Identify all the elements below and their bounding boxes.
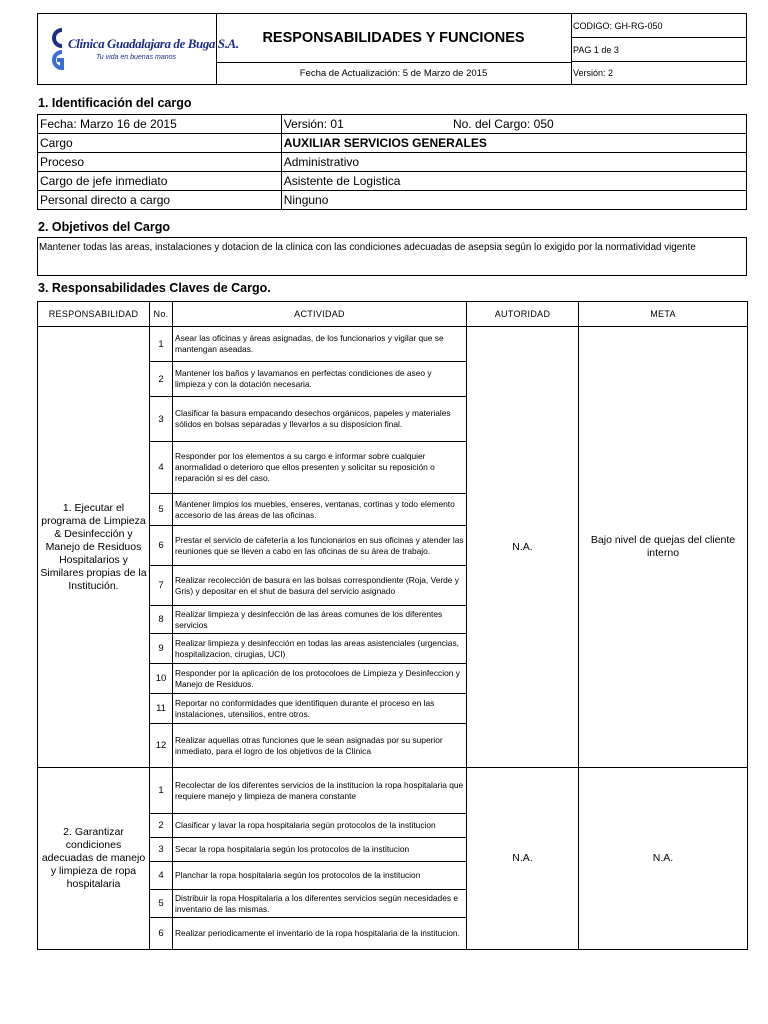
row-label: Personal directo a cargo bbox=[38, 191, 282, 210]
responsibility-cell: 2. Garantizar condiciones adecuadas de manejo y limpieza de ropa hospitalaria bbox=[38, 768, 150, 950]
activity-number: 4 bbox=[150, 862, 173, 890]
table-row bbox=[38, 172, 747, 191]
activity-text: Recolectar de los diferentes servicios de la institucion la ropa hospitalaria que requiere manejo y limpieza de manera constante bbox=[173, 768, 467, 814]
activity-text: Clasificar y lavar la ropa hospitalaria según protocolos de la institucion bbox=[173, 814, 467, 838]
section-1-heading: 1. Identificación del cargo bbox=[38, 96, 192, 110]
activity-text: Realizar aquellas otras funciones que le sean asignadas por su superior inmediato, para el logro de los objetivos de la Clínica bbox=[173, 724, 467, 768]
goal-cell: N.A. bbox=[579, 768, 748, 950]
column-header: AUTORIDAD bbox=[467, 302, 579, 327]
activity-number: 2 bbox=[150, 362, 173, 397]
activity-text: Mantener limpios los muebles, enseres, ventanas, cortinas y todo elemento accesorio de las áreas de las oficinas. bbox=[173, 494, 467, 526]
responsibility-cell: 1. Ejecutar el programa de Limpieza & Desinfección y Manejo de Residuos Hospitalarios y Similares propias de la Institución. bbox=[38, 327, 150, 768]
document-header bbox=[37, 13, 747, 85]
activity-number: 1 bbox=[150, 768, 173, 814]
table-row bbox=[38, 768, 748, 814]
row-value: Administrativo bbox=[281, 153, 746, 172]
activity-number: 12 bbox=[150, 724, 173, 768]
clinic-tagline: Tu vida en buenas manos bbox=[96, 54, 177, 61]
activity-number: 3 bbox=[150, 838, 173, 862]
activity-text: Planchar la ropa hospitalaria según los protocolos de la institucion bbox=[173, 862, 467, 890]
row-label: Cargo bbox=[38, 134, 282, 153]
activity-number: 5 bbox=[150, 890, 173, 918]
row-label: Cargo de jefe inmediato bbox=[38, 172, 282, 191]
activity-number: 5 bbox=[150, 494, 173, 526]
page-number: PAG 1 de 3 bbox=[571, 38, 746, 62]
identification-table bbox=[37, 114, 747, 210]
activity-number: 4 bbox=[150, 442, 173, 494]
activity-text: Realizar periodicamente el inventario de la ropa hospitalaria de la institucion. bbox=[173, 918, 467, 950]
activity-number: 3 bbox=[150, 397, 173, 442]
row-label: Proceso bbox=[38, 153, 282, 172]
clinic-logo bbox=[38, 14, 239, 84]
cargo-number-cell: No. del Cargo: 050 bbox=[451, 115, 747, 134]
activity-text: Responder por los elementos a su cargo e informar sobre cualquier anormalidad o deterioro que ellos presenten y solicitar su reposición o reparación si es del caso. bbox=[173, 442, 467, 494]
activity-text: Realizar limpieza y desinfección en todas las areas asistenciales (urgencias, hospitalizacion, cirugias, UCI) bbox=[173, 634, 467, 664]
row-value: Asistente de Logistica bbox=[281, 172, 746, 191]
section-2-heading: 2. Objetivos del Cargo bbox=[38, 220, 170, 234]
activity-number: 6 bbox=[150, 918, 173, 950]
activity-number: 1 bbox=[150, 327, 173, 362]
table-row bbox=[38, 191, 747, 210]
activity-number: 6 bbox=[150, 526, 173, 566]
activity-number: 9 bbox=[150, 634, 173, 664]
document-code: CODIGO: GH-RG-050 bbox=[571, 14, 746, 38]
document-version: Versión: 2 bbox=[573, 68, 614, 78]
clinic-logo-mark-icon bbox=[46, 28, 66, 70]
activity-number: 7 bbox=[150, 566, 173, 606]
activity-text: Clasificar la basura empacando desechos orgánicos, papeles y materiales sólidos en bolsas separadas y llevarlos a su disposicion final. bbox=[173, 397, 467, 442]
section-3-heading: 3. Responsabilidades Claves de Cargo. bbox=[38, 281, 271, 295]
column-header: META bbox=[579, 302, 748, 327]
activity-text: Realizar recolección de basura en las bolsas correspondiente (Roja, Verde y Gris) y depositar en el shut de basura del servicio asignado bbox=[173, 566, 467, 606]
clinic-name: Clinica Guadalajara de Buga S.A. bbox=[68, 36, 239, 51]
column-header: No. bbox=[150, 302, 173, 327]
row-value: Ninguno bbox=[281, 191, 746, 210]
activity-text: Secar la ropa hospitalaria según los protocolos de la institucion bbox=[173, 838, 467, 862]
fecha-cell: Fecha: Marzo 16 de 2015 bbox=[38, 115, 282, 134]
activity-number: 8 bbox=[150, 606, 173, 634]
version-cell: Versión: 01 bbox=[281, 115, 451, 134]
column-header: RESPONSABILIDAD bbox=[38, 302, 150, 327]
responsibilities-table bbox=[37, 301, 748, 950]
activity-text: Realizar limpieza y desinfección de las áreas comunes de los diferentes servicios bbox=[173, 606, 467, 634]
activity-text: Asear las oficinas y áreas asignadas, de los funcionarios y vigilar que se mantengan aseadas. bbox=[173, 327, 467, 362]
authority-cell: N.A. bbox=[467, 327, 579, 768]
table-row bbox=[38, 153, 747, 172]
activity-text: Mantener los baños y lavamanos en perfectas condiciones de aseo y limpieza y con la dotación necesaria. bbox=[173, 362, 467, 397]
document-title: RESPONSABILIDADES Y FUNCIONES bbox=[216, 14, 572, 63]
activity-text: Prestar el servicio de cafetería a los funcionarios en sus oficinas y atender las reuniones que se lleven a cabo en las oficinas de su área de trabajo. bbox=[173, 526, 467, 566]
table-row bbox=[38, 327, 748, 362]
activity-number: 2 bbox=[150, 814, 173, 838]
goal-cell: Bajo nivel de quejas del cliente interno bbox=[579, 327, 748, 768]
table-row bbox=[38, 115, 747, 134]
authority-cell: N.A. bbox=[467, 768, 579, 950]
table-row bbox=[38, 134, 747, 153]
update-date: Fecha de Actualización: 5 de Marzo de 2015 bbox=[216, 62, 572, 84]
activity-number: 11 bbox=[150, 694, 173, 724]
activity-text: Reportar no conformidades que identifiquen durante el proceso en las instalaciones, utensilios, entre otros. bbox=[173, 694, 467, 724]
activity-text: Distribuir la ropa Hospitalaria a los diferentes servicios según necesidades e inventario de las mismas. bbox=[173, 890, 467, 918]
activity-text: Responder por la aplicación de los protocoloes de Limpieza y Desinfeccion y Manejo de Residuos. bbox=[173, 664, 467, 694]
objectives-text: Mantener todas las areas, instalaciones y dotacion de la clinica con las condiciones adecuadas de asepsia según lo exigido por la normatividad vigente bbox=[37, 237, 747, 276]
activity-number: 10 bbox=[150, 664, 173, 694]
row-value: AUXILIAR SERVICIOS GENERALES bbox=[281, 134, 746, 153]
table-header-row bbox=[38, 302, 748, 327]
column-header: ACTIVIDAD bbox=[173, 302, 467, 327]
